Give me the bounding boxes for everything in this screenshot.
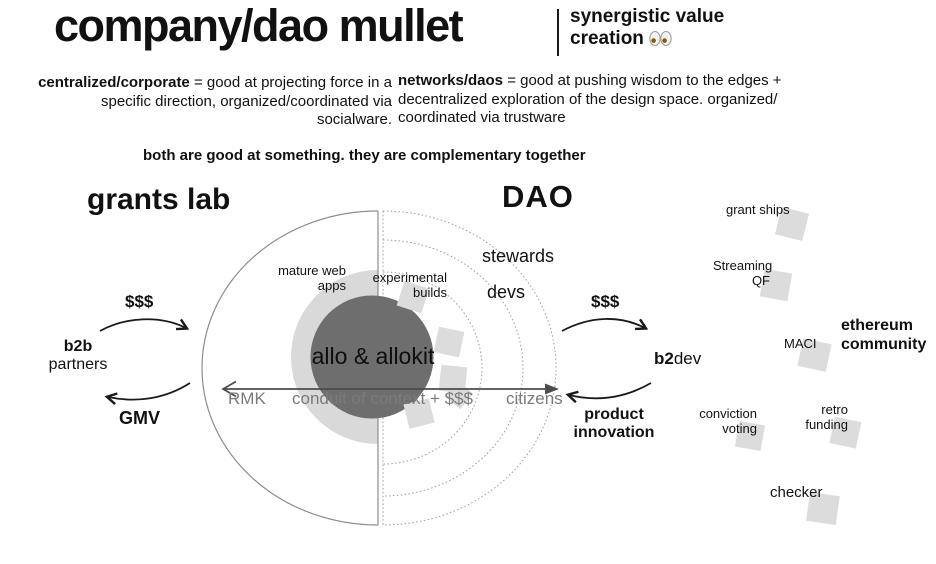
streaming-qf-label: Streaming QF — [713, 258, 773, 288]
title-divider — [557, 9, 559, 56]
b2dev-bold: b2 — [654, 349, 674, 368]
grants-lab-heading: grants lab — [87, 183, 231, 216]
devs-label: devs — [487, 282, 526, 302]
ecosystem-squares — [735, 207, 861, 525]
dao-heading: DAO — [502, 179, 574, 214]
centralized-lead: centralized/corporate — [38, 74, 190, 91]
checker-label: checker — [770, 484, 823, 501]
page-subtitle — [570, 6, 750, 50]
product-innovation-label: product innovation — [573, 406, 655, 441]
stewards-label: stewards — [482, 246, 555, 266]
axis-rmk-label: RMK — [228, 389, 266, 408]
conviction-voting-label: conviction voting — [699, 406, 757, 436]
axis-citizens-label: citizens — [506, 389, 563, 408]
eyes-emoji-icon — [649, 31, 672, 46]
ethereum-community-label: ethereum community — [841, 317, 927, 353]
b2b-money-label: $$$ — [125, 292, 154, 311]
experimental-builds-label: experimental builds — [372, 270, 447, 300]
retro-funding-label: retro funding — [805, 402, 848, 432]
networks-paragraph — [398, 72, 853, 128]
gmv-label: GMV — [119, 408, 161, 428]
b2dev-in-arrow — [562, 319, 645, 331]
b2b-partners-label — [39, 338, 117, 374]
b2b-in-arrow — [100, 319, 186, 331]
centralized-rest: = good at projecting force in a specific direction, organized/coordinated via socialware. — [101, 74, 392, 128]
networks-rest: = good at pushing wisdom to the edges + decentralized exploration of the design space. organized/ coordinated via trustware — [398, 72, 782, 126]
complementary-tagline: both are good at something. they are complementary together — [143, 147, 586, 164]
subtitle-text: synergistic value creation — [570, 6, 725, 49]
maci-label: MACI — [784, 336, 817, 351]
networks-lead: networks/daos — [398, 72, 504, 89]
b2dev-rest: dev — [673, 349, 702, 368]
b2dev-label — [654, 349, 701, 369]
grant-ships-label: grant ships — [726, 202, 790, 217]
mature-web-apps-label: mature web apps — [278, 263, 346, 293]
axis-conduit-label: conduit of context + $$$ — [292, 389, 473, 408]
product-innovation-arrow — [569, 383, 651, 398]
allo-allokit-label: allo & allokit — [311, 343, 435, 369]
b2b-rest: partners — [48, 356, 108, 373]
b2b-bold: b2b — [63, 338, 93, 355]
centralized-paragraph — [27, 74, 392, 130]
page-title: company/dao mullet — [54, 0, 463, 51]
gmv-out-arrow — [108, 383, 190, 400]
b2dev-money-label: $$$ — [591, 292, 620, 311]
